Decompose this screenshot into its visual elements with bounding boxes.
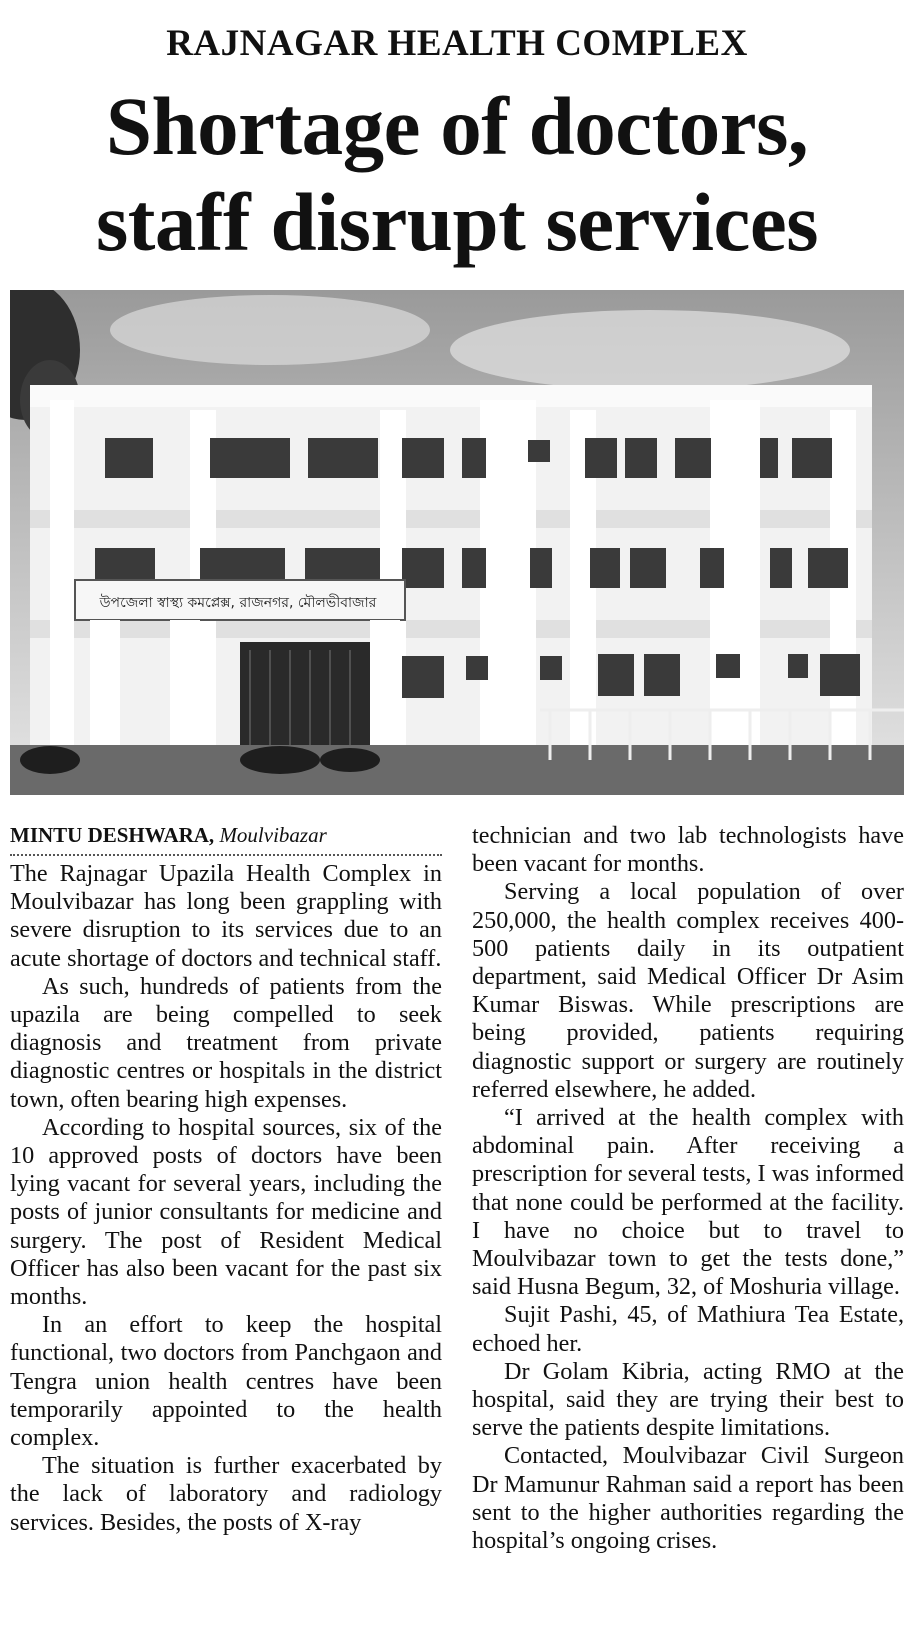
byline-author: MINTU DESHWARA, xyxy=(10,823,215,847)
section-kicker: RAJNAGAR HEALTH COMPLEX xyxy=(166,23,748,64)
article-column-right xyxy=(472,822,904,1555)
health-complex-photo xyxy=(10,290,904,795)
headline xyxy=(0,78,914,270)
article-paragraph: The situation is further exacerbated by the lack of laboratory and radiology services. Besides, the posts of X-ray xyxy=(10,1452,442,1536)
article-paragraph: technician and two lab technologists have been vacant for months. xyxy=(472,822,904,878)
article-paragraph: In an effort to keep the hospital functional, two doctors from Panchgaon and Tengra union health centres have been temporarily appointed to the health complex. xyxy=(10,1311,442,1452)
article-paragraph: Dr Golam Kibria, acting RMO at the hospital, said they are trying their best to serve the patients despite limitations. xyxy=(472,1357,904,1442)
building xyxy=(30,385,872,745)
article-paragraph: Serving a local population of over 250,000, the health complex receives 400-500 patients daily in its outpatient department, said Medical Officer Dr Asim Kumar Biswas. While prescriptions are being provided, patients requiring diagnostic support or surgery are routinely referred elsewhere, he added. xyxy=(472,878,904,1103)
article-paragraph: As such, hundreds of patients from the upazila are being compelled to seek diagnosis and treatment from private diagnostic centres or hospitals in the district town, often bearing high expenses. xyxy=(10,972,442,1113)
byline-location: Moulvibazar xyxy=(219,823,327,847)
article-paragraph: The Rajnagar Upazila Health Complex in Moulvibazar has long been grappling with severe disruption to its services due to an acute shortage of doctors and technical staff. xyxy=(10,860,442,972)
headline-line-2: staff disrupt services xyxy=(95,176,819,268)
byline xyxy=(10,822,442,856)
headline-line-1: Shortage of doctors, xyxy=(105,80,809,172)
ground xyxy=(10,745,904,795)
article-paragraph: According to hospital sources, six of the 10 approved posts of doctors have been lying vacant for several years, including the posts of junior consultants for medicine and surgery. The post of Resident Medical Officer has also been vacant for the past six months. xyxy=(10,1113,442,1311)
article-paragraph: Contacted, Moulvibazar Civil Surgeon Dr Mamunur Rahman said a report has been sent to the higher authorities regarding the hospital’s ongoing crises. xyxy=(472,1442,904,1555)
signboard-text: উপজেলা স্বাস্থ্য কমপ্লেক্স, রাজনগর, মৌলভীবাজার xyxy=(99,595,377,611)
article-column-left xyxy=(10,822,442,1537)
article-paragraph: Sujit Pashi, 45, of Mathiura Tea Estate, echoed her. xyxy=(472,1301,904,1357)
building-illustration xyxy=(10,290,904,795)
article-paragraph: “I arrived at the health complex with abdominal pain. After receiving a prescription for several tests, I was informed that none could be performed at the facility. I have no choice but to travel to Moulvibazar town to get the tests done,” said Husna Begum, 32, of Moshuria village. xyxy=(472,1104,904,1301)
